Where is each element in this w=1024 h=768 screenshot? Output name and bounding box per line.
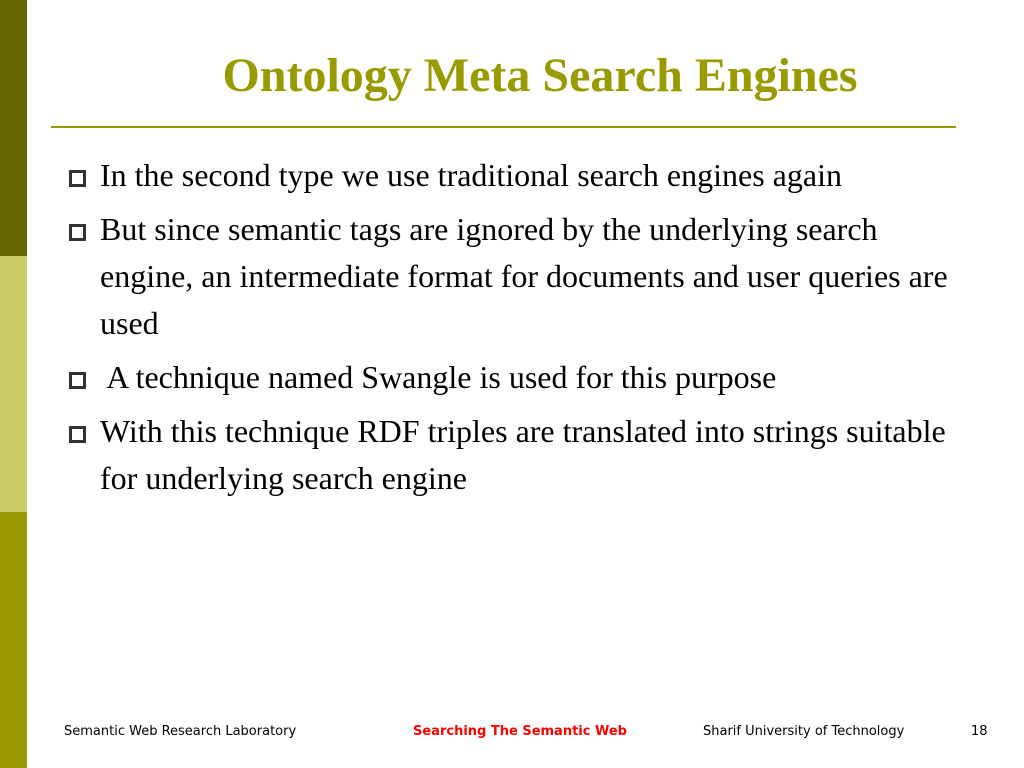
bullet-text: In the second type we use traditional search engines again <box>100 157 842 193</box>
square-bullet-icon <box>69 170 86 187</box>
bullet-item <box>64 152 964 199</box>
bullet-text: But since semantic tags are ignored by the underlying search engine, an intermediate format for documents and user queries are used <box>100 211 948 341</box>
side-bar-segment-light <box>0 256 27 512</box>
title-divider <box>51 126 956 128</box>
page-number: 18 <box>971 724 988 739</box>
bullet-item <box>64 408 964 502</box>
square-bullet-icon <box>69 426 86 443</box>
square-bullet-icon <box>69 372 86 389</box>
bullet-item <box>64 206 964 347</box>
footer-university: Sharif University of Technology <box>703 724 905 739</box>
bullet-text: A technique named Swangle is used for this purpose <box>100 359 777 395</box>
footer-lab-name: Semantic Web Research Laboratory <box>64 724 297 739</box>
footer-presentation-title: Searching The Semantic Web <box>413 724 627 739</box>
side-bar-segment-dark <box>0 0 27 256</box>
bullet-list <box>64 152 964 509</box>
bullet-text: With this technique RDF triples are translated into strings suitable for underlying search engine <box>100 413 946 496</box>
square-bullet-icon <box>69 224 86 241</box>
side-color-bar <box>0 0 27 768</box>
side-bar-segment-mid <box>0 512 27 768</box>
slide-title: Ontology Meta Search Engines <box>222 49 858 102</box>
bullet-item <box>64 354 964 401</box>
